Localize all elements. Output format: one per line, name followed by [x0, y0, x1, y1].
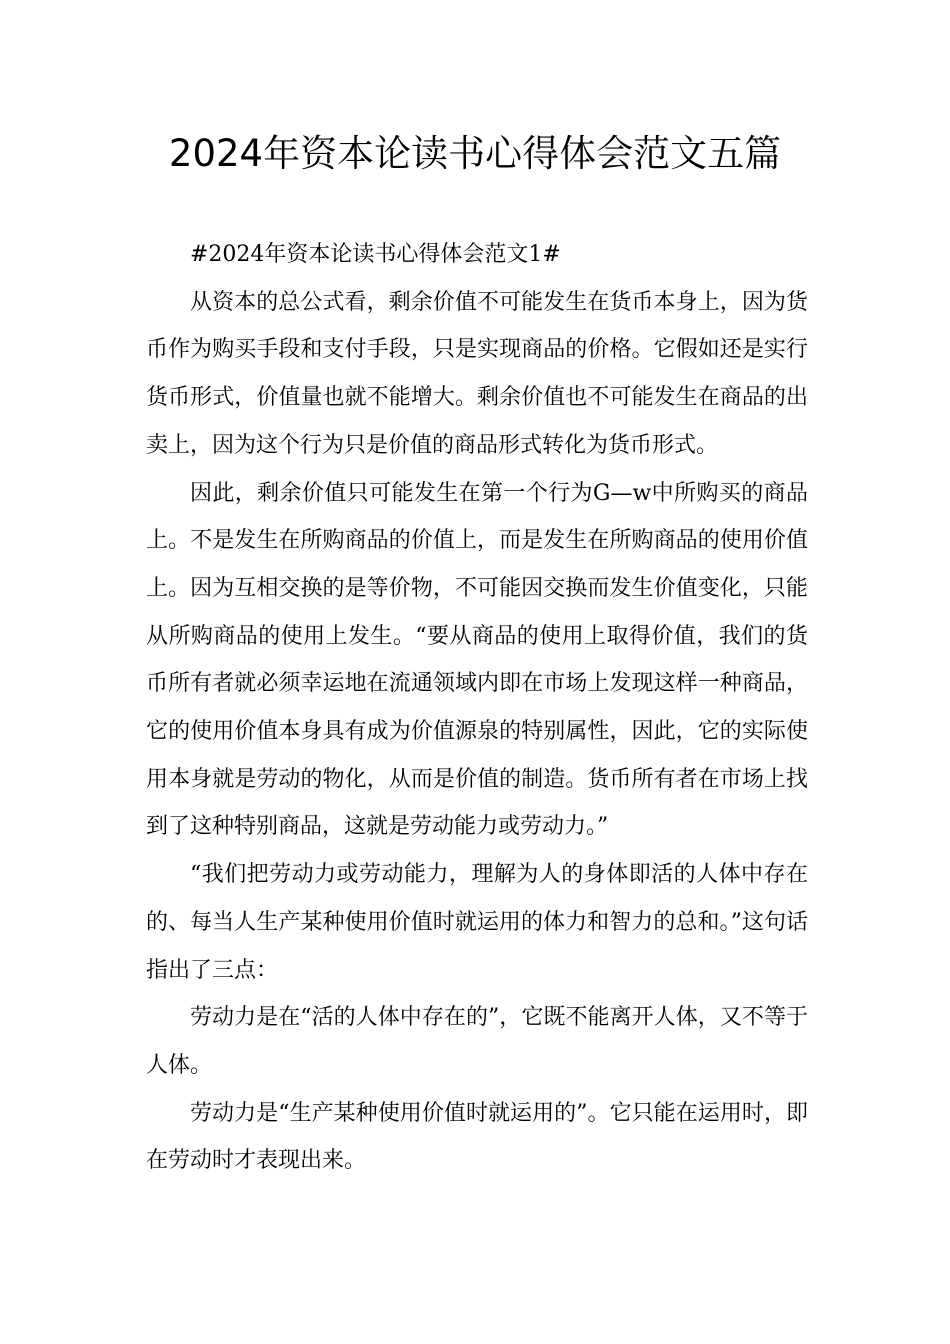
section-heading: #2024年资本论读书心得体会范文1# — [190, 242, 561, 267]
paragraph-4: 劳动力是在“活的人体中存在的”，它既不能离开人体，又不等于人体。 — [146, 1005, 808, 1078]
paragraph-3: “我们把劳动力或劳动能力，理解为人的身体即活的人体中存在的、每当人生产某种使用价值时就运用的体力和智力的总和。”这句话指出了三点： — [146, 862, 808, 983]
document-body — [146, 231, 808, 1185]
paragraph-5: 劳动力是“生产某种使用价值时就运用的”。它只能在运用时，即在劳动时才表现出来。 — [146, 1100, 808, 1174]
paragraph-1: 从资本的总公式看，剩余价值不可能发生在货币本身上，因为货币作为购买手段和支付手段，只是实现商品的价格。它假如还是实行货币形式，价值量也就不能增大。剩余价值也不可能发生在商品的出卖上，因为这个行为只是价值的商品形式转化为货币形式。 — [146, 289, 808, 458]
paragraph-2: 因此，剩余价值只可能发生在第一个行为G—w中所购买的商品上。不是发生在所购商品的价值上，而是发生在所购商品的使用价值上。因为互相交换的是等价物，不可能因交换而发生价值变化，只能从所购商品的使用上发生。“要从商品的使用上取得价值，我们的货币所有者就必须幸运地在流通领域内即在市场上发现这样一种商品，它的使用价值本身具有成为价值源泉的特别属性，因此，它的实际使用本身就是劳动的物化，从而是价值的制造。货币所有者在市场上找到了这种特别商品，这就是劳动能力或劳动力。” — [146, 480, 808, 840]
document-title: 2024年资本论读书心得体会范文五篇 — [168, 132, 782, 175]
